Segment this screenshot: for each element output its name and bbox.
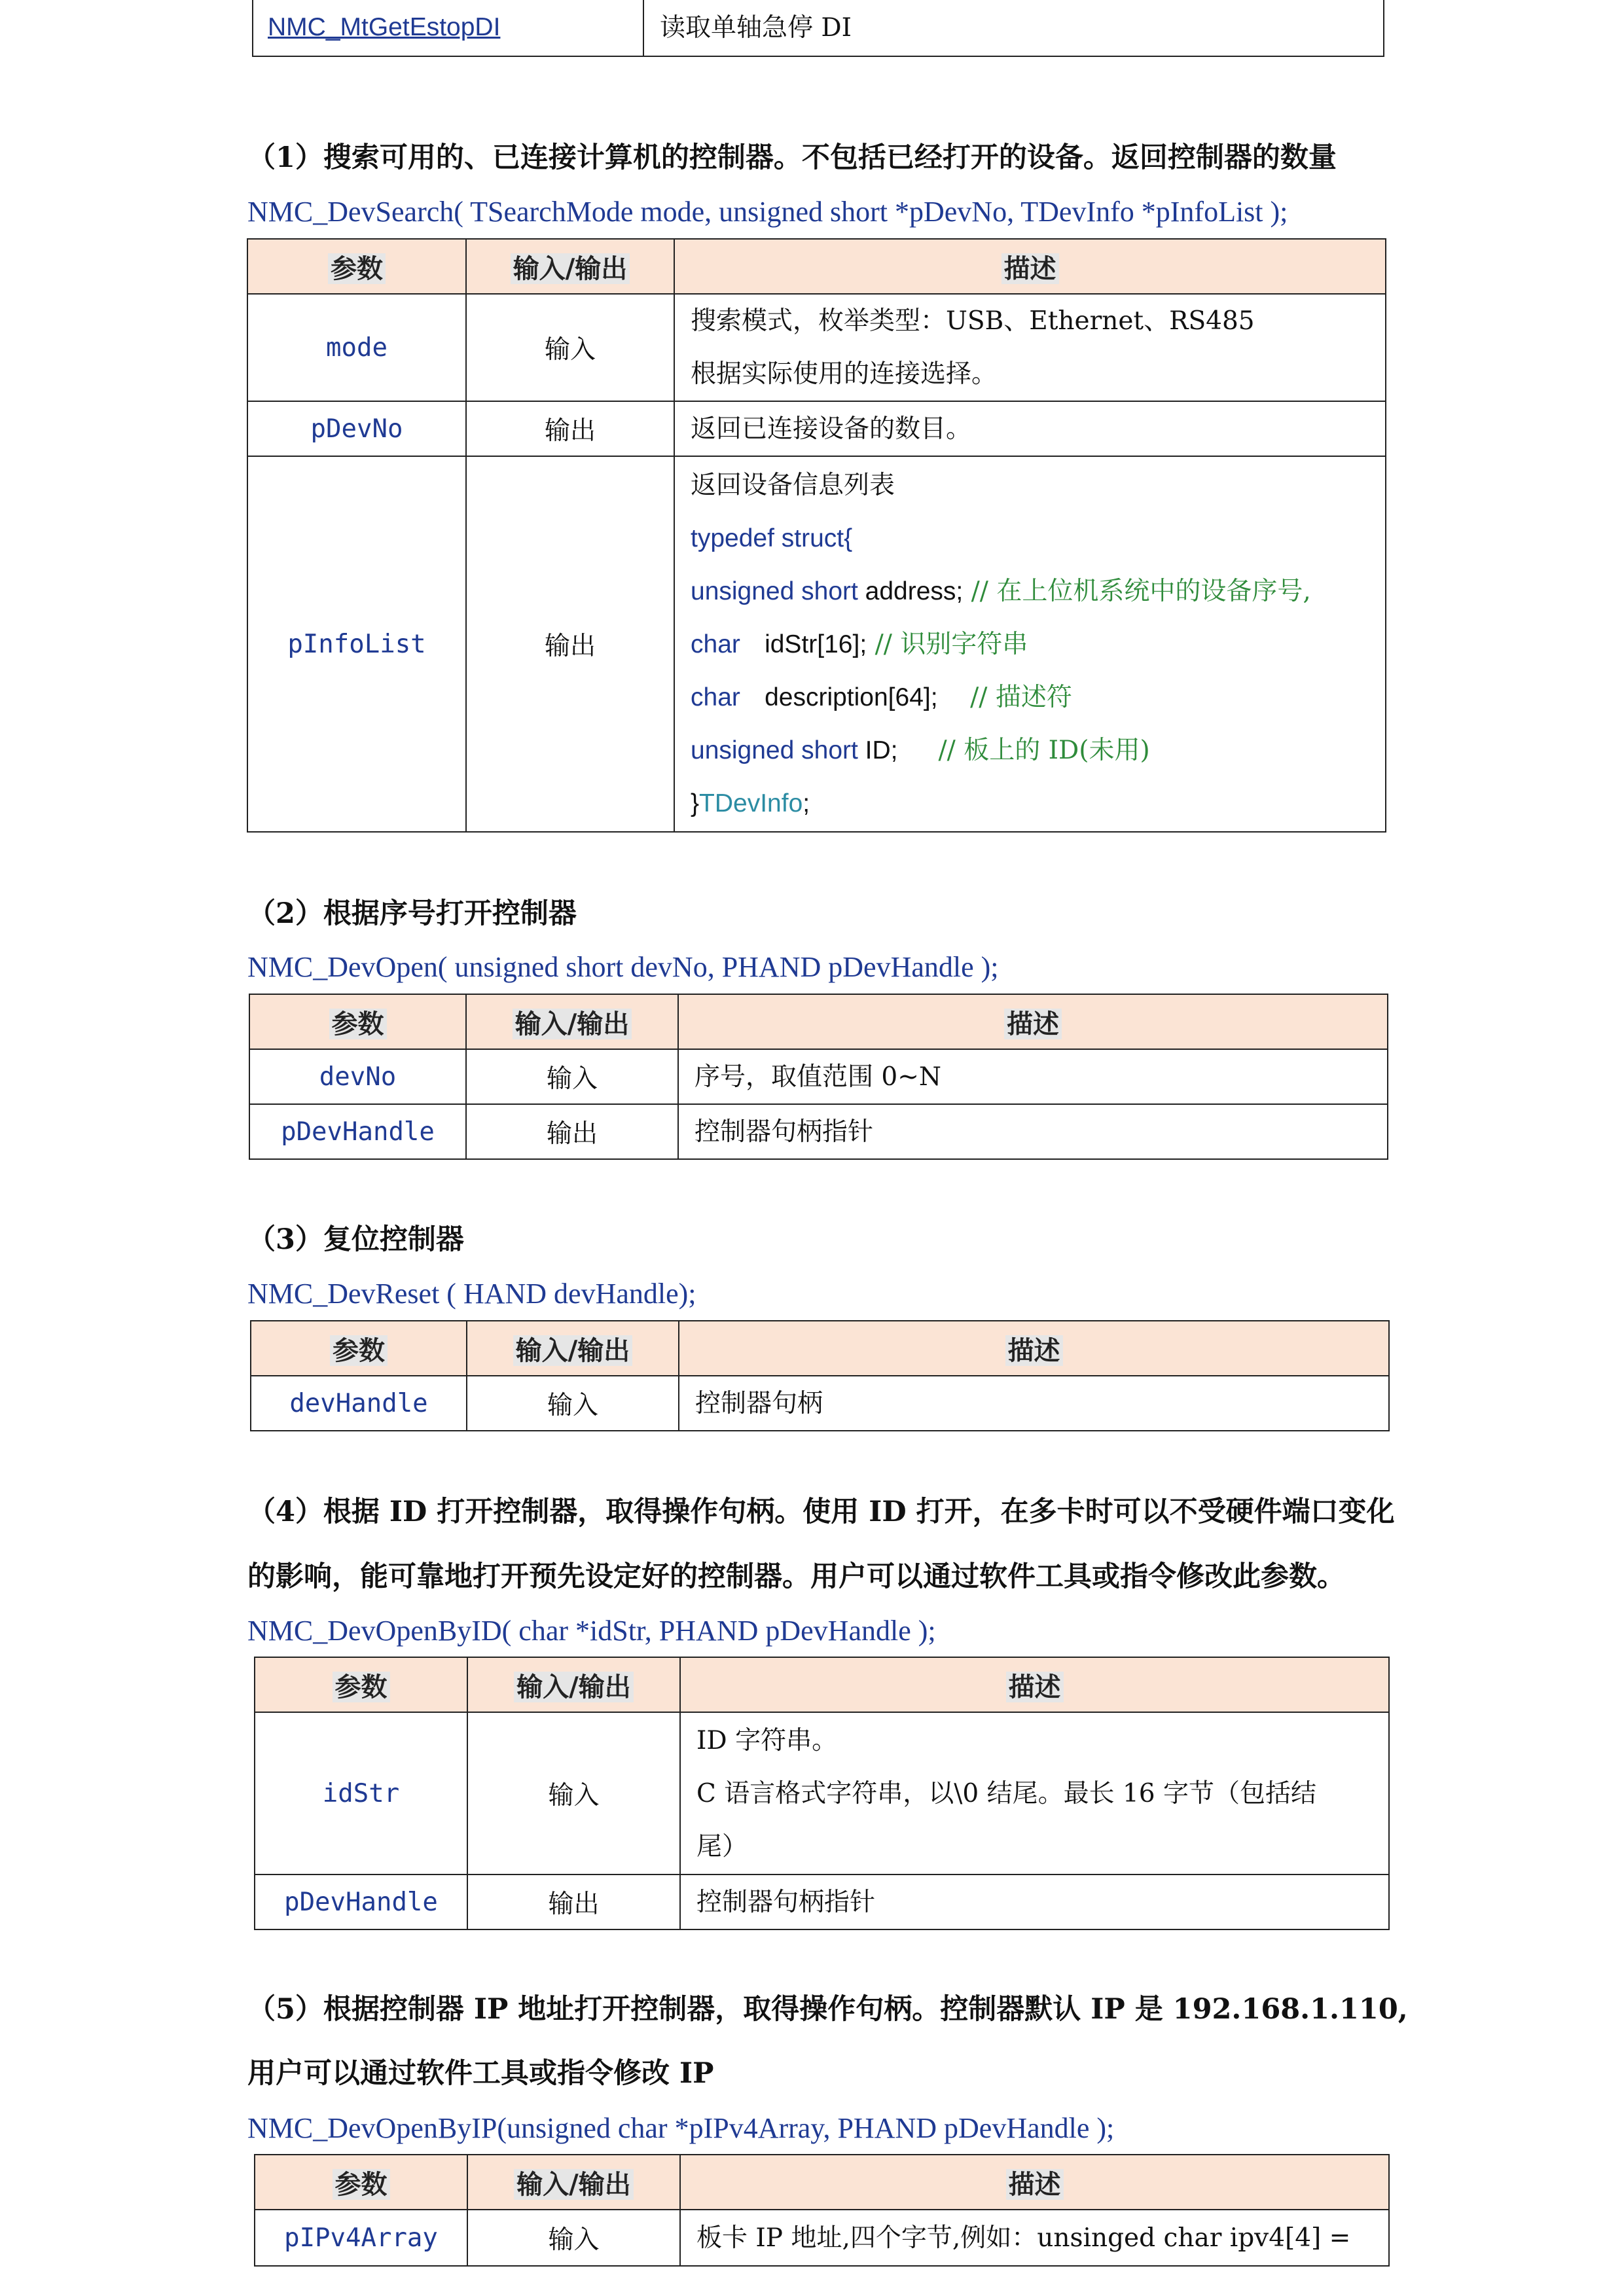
header-desc: 描述: [674, 239, 1386, 294]
table-row: [255, 1874, 1389, 1929]
table-row: [247, 294, 1386, 401]
table-header-row: [255, 2155, 1389, 2210]
section-2-table: [249, 994, 1388, 1160]
section-3-table: [250, 1320, 1390, 1431]
table-row: [247, 401, 1386, 456]
table-row: [251, 1376, 1389, 1431]
func-link-mtgetestopdi[interactable]: NMC_MtGetEstopDI: [268, 13, 501, 41]
header-param: 参数: [247, 239, 466, 294]
table-row: [255, 1712, 1389, 1874]
section-1-table: [247, 238, 1386, 833]
table-header-row: [255, 1657, 1389, 1712]
section-4-signature: NMC_DevOpenByID( char *idStr, PHAND pDevHandle );: [247, 1615, 936, 1647]
table-row: [255, 2210, 1389, 2266]
param-io: 输出: [466, 401, 674, 456]
param-name: idStr: [255, 1712, 467, 1874]
header-param: 参数: [255, 1657, 467, 1712]
param-name: mode: [247, 294, 466, 401]
section-2-heading: （2）根据序号打开控制器: [247, 897, 577, 930]
header-param: 参数: [255, 2155, 467, 2210]
header-param: 参数: [251, 1321, 467, 1376]
param-io: 输入: [467, 1376, 679, 1431]
param-name: devNo: [249, 1049, 466, 1104]
header-desc: 描述: [678, 994, 1388, 1049]
param-name: pDevNo: [247, 401, 466, 456]
param-io: 输出: [466, 456, 674, 832]
header-io: 输入/输出: [467, 2155, 680, 2210]
param-desc: 控制器句柄指针: [680, 1874, 1389, 1929]
header-io: 输入/输出: [467, 1321, 679, 1376]
section-5-heading-line2: 用户可以通过软件工具或指令修改 IP: [247, 2057, 714, 2090]
table-header-row: [249, 994, 1388, 1049]
section-1-signature: NMC_DevSearch( TSearchMode mode, unsigned short *pDevNo, TDevInfo *pInfoList );: [247, 196, 1288, 228]
param-desc: 序号，取值范围 0~N: [678, 1049, 1388, 1104]
param-desc: 搜索模式，枚举类型：USB、Ethernet、RS485 根据实际使用的连接选择。: [674, 294, 1386, 401]
header-param: 参数: [249, 994, 466, 1049]
param-name: pDevHandle: [249, 1104, 466, 1159]
table-header-row: [251, 1321, 1389, 1376]
param-io: 输入: [467, 2210, 680, 2266]
section-4-heading-line2: 的影响，能可靠地打开预先设定好的控制器。用户可以通过软件工具或指令修改此参数。: [247, 1560, 1345, 1593]
section-3-heading: （3）复位控制器: [247, 1223, 464, 1256]
header-desc: 描述: [680, 2155, 1389, 2210]
param-name: pDevHandle: [255, 1874, 467, 1929]
param-name: pInfoList: [247, 456, 466, 832]
param-name: devHandle: [251, 1376, 467, 1431]
top-desc-cell: 读取单轴急停 DI: [643, 0, 1384, 56]
param-io: 输入: [467, 1712, 680, 1874]
table-row: [249, 1104, 1388, 1159]
header-desc: 描述: [679, 1321, 1389, 1376]
param-desc: 控制器句柄指针: [678, 1104, 1388, 1159]
table-header-row: [247, 239, 1386, 294]
header-io: 输入/输出: [467, 1657, 680, 1712]
header-desc: 描述: [680, 1657, 1389, 1712]
param-io: 输出: [467, 1874, 680, 1929]
param-desc: 控制器句柄: [679, 1376, 1389, 1431]
top-table: [252, 0, 1384, 57]
param-io: 输出: [466, 1104, 678, 1159]
header-io: 输入/输出: [466, 994, 678, 1049]
param-desc: 板卡 IP 地址,四个字节,例如：unsinged char ipv4[4] =: [680, 2210, 1389, 2266]
table-row: [249, 1049, 1388, 1104]
param-name: pIPv4Array: [255, 2210, 467, 2266]
table-row: [247, 456, 1386, 832]
param-io: 输入: [466, 1049, 678, 1104]
param-desc-code: 返回设备信息列表 typedef struct{ unsigned short address; // 在上位机系统中的设备序号, char idStr[16]; // 识别字符串 char description[64]; // 描述符 unsigned short ID; // 板上的 ID(未用) }TDevInfo;: [674, 456, 1386, 832]
param-io: 输入: [466, 294, 674, 401]
section-5-table: [254, 2154, 1390, 2267]
section-5-signature: NMC_DevOpenByIP(unsigned char *pIPv4Array, PHAND pDevHandle );: [247, 2112, 1115, 2144]
section-3-signature: NMC_DevReset ( HAND devHandle);: [247, 1278, 696, 1310]
section-5-heading-line1: （5）根据控制器 IP 地址打开控制器，取得操作句柄。控制器默认 IP 是 192.168.1.110,: [247, 1993, 1408, 2026]
param-desc: ID 字符串。 C 语言格式字符串，以\0 结尾。最长 16 字节（包括结 尾）: [680, 1712, 1389, 1874]
param-desc: 返回已连接设备的数目。: [674, 401, 1386, 456]
section-4-table: [254, 1657, 1390, 1930]
top-func-cell: [253, 0, 643, 56]
section-4-heading-line1: （4）根据 ID 打开控制器，取得操作句柄。使用 ID 打开，在多卡时可以不受硬件端口变化: [247, 1496, 1395, 1528]
header-io: 输入/输出: [466, 239, 674, 294]
section-2-signature: NMC_DevOpen( unsigned short devNo, PHAND pDevHandle );: [247, 951, 999, 983]
section-1-heading: （1）搜索可用的、已连接计算机的控制器。不包括已经打开的设备。返回控制器的数量: [247, 141, 1337, 174]
